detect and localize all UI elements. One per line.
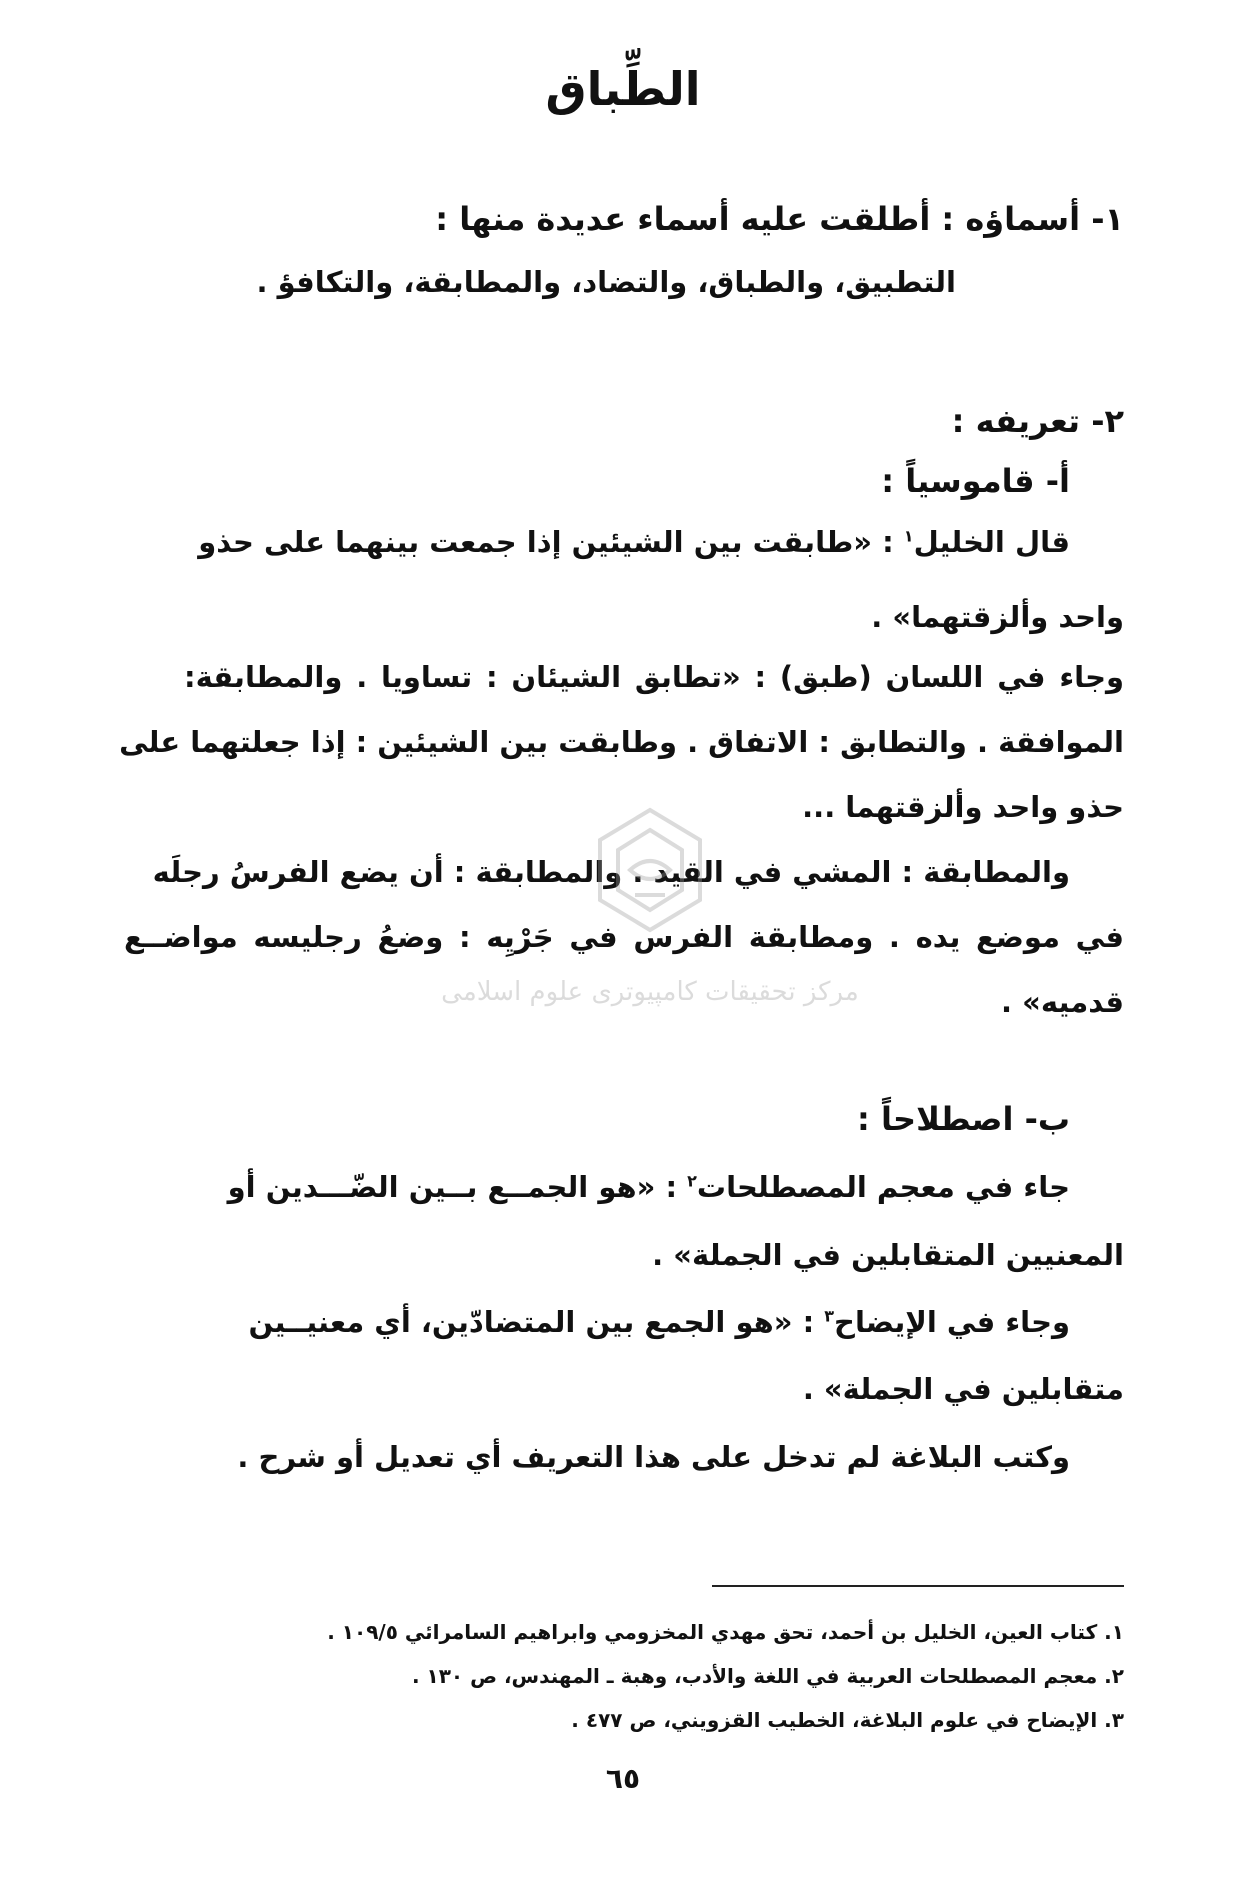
paragraph-3-line-2: في موضع يده . ومطابقة الفرس في جَرْيِه : وضعُ رجليسه مواضــع bbox=[124, 920, 1124, 954]
paragraph-1-text-end: : «طابقت بين الشيئين إذا جمعت بينهما على حذو bbox=[198, 525, 904, 559]
paragraph-4-text-end: : «هو الجمــع بــين الضّـــدين أو bbox=[227, 1170, 688, 1204]
section-1-line-2: التطبيق، والطباق، والتضاد، والمطابقة، والتكافؤ . bbox=[256, 265, 956, 299]
footnote-3: ٣. الإيضاح في علوم البلاغة، الخطيب القزويني، ص ٤٧٧ . bbox=[571, 1708, 1124, 1732]
paragraph-1-line-2: واحد وألزقتهما» . bbox=[871, 600, 1124, 634]
paragraph-5-line-2: متقابلين في الجملة» . bbox=[802, 1372, 1124, 1406]
footnote-ref-2: ٢ bbox=[687, 1171, 697, 1191]
paragraph-1-line-1 bbox=[198, 525, 1070, 559]
paragraph-3-line-1: والمطابقة : المشي في القيد . والمطابقة : أن يضع الفرسُ رجلَه bbox=[152, 855, 1070, 889]
footnote-1: ١. كتاب العين، الخليل بن أحمد، تحق مهدي المخزومي وابراهيم السامرائي ١٠٩/٥ . bbox=[327, 1620, 1124, 1644]
footnote-ref-3: ٣ bbox=[824, 1306, 835, 1326]
paragraph-4-line-1 bbox=[228, 1170, 1070, 1204]
page-number: ٦٥ bbox=[605, 1762, 641, 1795]
section-2-heading: ٢- تعريفه : bbox=[951, 402, 1124, 440]
paragraph-2-line-3: حذو واحد وألزقتهما ... bbox=[802, 790, 1124, 824]
page-title: الطِّباق bbox=[545, 62, 701, 116]
subsection-b-heading: ب- اصطلاحاً : bbox=[857, 1100, 1070, 1138]
paragraph-5-text-end: : «هو الجمع بين المتضادّين، أي معنيــين bbox=[248, 1305, 825, 1339]
footnote-2: ٢. معجم المصطلحات العربية في اللغة والأدب، وهبة ـ المهندس، ص ١٣٠ . bbox=[411, 1664, 1124, 1688]
paragraph-5-line-1 bbox=[248, 1305, 1070, 1339]
section-1-heading: ١- أسماؤه : أطلقت عليه أسماء عديدة منها : bbox=[435, 200, 1124, 238]
paragraph-4-line-2: المعنيين المتقابلين في الجملة» . bbox=[652, 1238, 1124, 1272]
paragraph-2-line-1: وجاء في اللسان (طبق) : «تطابق الشيئان : تساويا . والمطابقة: bbox=[184, 660, 1124, 694]
watermark-text: مرکز تحقیقات کامپیوتری علوم اسلامی bbox=[441, 977, 859, 1007]
footnote-divider bbox=[712, 1585, 1124, 1587]
paragraph-1-text-start: قال الخليل bbox=[913, 525, 1070, 559]
footnote-ref-1: ١ bbox=[903, 526, 914, 546]
paragraph-3-line-3: قدميه» . bbox=[1001, 985, 1124, 1019]
paragraph-6-line-1: وكتب البلاغة لم تدخل على هذا التعريف أي تعديل أو شرح . bbox=[237, 1440, 1070, 1474]
subsection-a-heading: أ- قاموسياً : bbox=[881, 462, 1070, 500]
paragraph-5-text-start: وجاء في الإيضاح bbox=[834, 1305, 1070, 1339]
paragraph-4-text-start: جاء في معجم المصطلحات bbox=[696, 1170, 1070, 1204]
paragraph-2-line-2: الموافقة . والتطابق : الاتفاق . وطابقت بين الشيئين : إذا جعلتهما على bbox=[119, 725, 1124, 759]
